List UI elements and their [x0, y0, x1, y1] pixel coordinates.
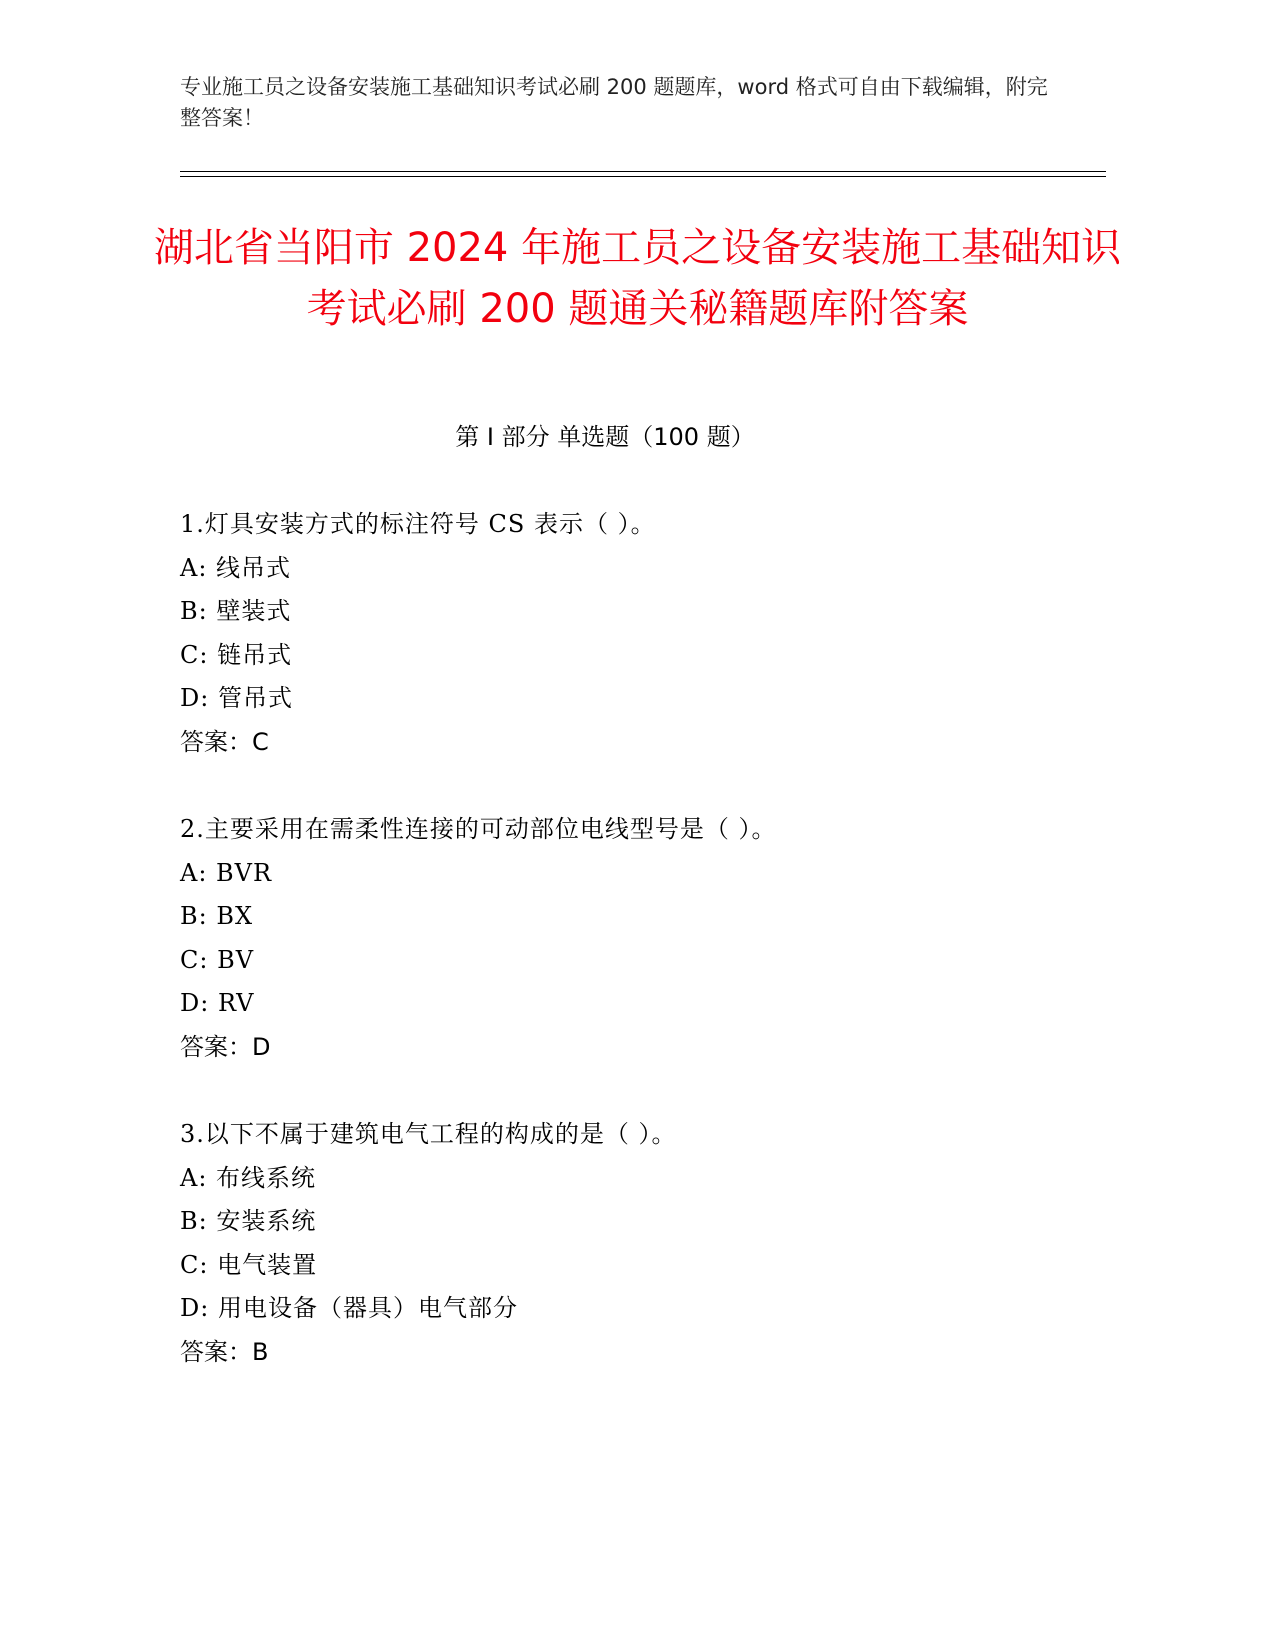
option-c: C: 电气装置: [180, 1250, 318, 1279]
option-d: D: 管吊式: [180, 684, 293, 712]
header-divider-thin: [180, 176, 1106, 177]
question-stem: 2.主要采用在需柔性连接的可动部位电线型号是（ ）。: [180, 815, 777, 843]
header-divider-thick: [180, 171, 1106, 172]
option-b: B: 安装系统: [180, 1207, 317, 1235]
question-stem: 1.灯具安装方式的标注符号 CS 表示（ ）。: [180, 510, 656, 538]
option-a: A: BVR: [180, 858, 273, 887]
question-3: [180, 1113, 1080, 1374]
section-title: 第 I 部分 单选题（100 题）: [455, 423, 755, 451]
option-b: B: BX: [180, 902, 254, 930]
option-c: C: 链吊式: [180, 640, 293, 669]
option-c: C: BV: [180, 945, 255, 974]
question-2: [180, 808, 1080, 1069]
option-d: D: 用电设备（器具）电气部分: [180, 1294, 518, 1322]
answer: 答案：B: [180, 1337, 269, 1366]
document-title: 湖北省当阳市 2024 年施工员之设备安装施工基础知识考试必刷 200 题通关秘籍题库附答案: [153, 225, 1122, 332]
answer: 答案：C: [180, 727, 269, 756]
answer: 答案：D: [180, 1032, 271, 1061]
question-1: [180, 503, 1080, 764]
option-a: A: 布线系统: [180, 1163, 317, 1192]
question-stem: 3.以下不属于建筑电气工程的构成的是（ ）。: [180, 1120, 677, 1148]
header-note: 专业施工员之设备安装施工基础知识考试必刷 200 题题库，word 格式可自由下载编辑，附完整答案！: [180, 75, 1048, 130]
option-b: B: 壁装式: [180, 597, 292, 625]
option-d: D: RV: [180, 989, 255, 1017]
option-a: A: 线吊式: [180, 553, 292, 582]
